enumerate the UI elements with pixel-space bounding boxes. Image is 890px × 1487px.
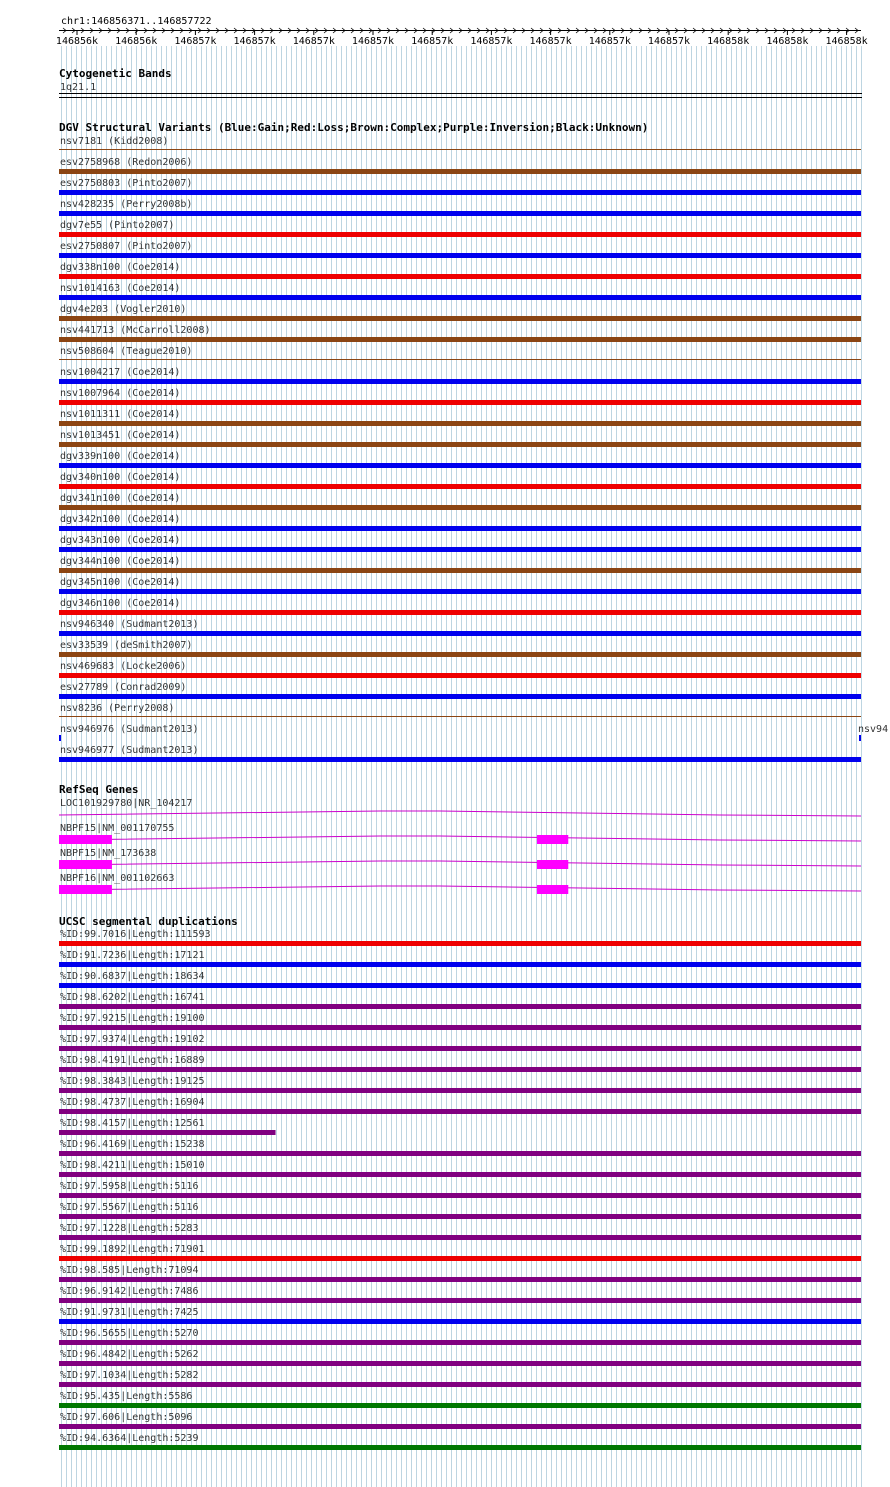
ruler-tick-label: 146856k: [115, 36, 158, 47]
gene-intron-line: [59, 836, 861, 841]
dgv-feature-label: esv2750803 (Pinto2007): [60, 178, 193, 189]
dgv-feature-bar: [59, 484, 861, 489]
dgv-feature-label: dgv345n100 (Coe2014): [60, 577, 181, 588]
dgv-feature-label: nsv1013451 (Coe2014): [60, 430, 181, 441]
dgv-feature-bar: [59, 547, 861, 552]
dgv-feature-label: dgv7e55 (Pinto2007): [60, 220, 175, 231]
segdup-feature-label: %ID:97.606|Length:5096: [60, 1412, 193, 1423]
cytoband-label: 1q21.1: [60, 82, 97, 93]
dgv-feature-bar: [59, 631, 861, 636]
dgv-overflow-label: nsv94: [858, 724, 889, 735]
gene-label: NBPF16|NM_001102663: [60, 873, 175, 884]
segdup-track-title: UCSC segmental duplications: [59, 915, 238, 928]
dgv-feature-label: nsv1007964 (Coe2014): [60, 388, 181, 399]
segdup-feature-label: %ID:98.3843|Length:19125: [60, 1076, 205, 1087]
segdup-feature-bar: [59, 962, 861, 967]
segdup-feature-label: %ID:98.4157|Length:12561: [60, 1118, 205, 1129]
dgv-feature-label: nsv946340 (Sudmant2013): [60, 619, 199, 630]
segdup-track: [59, 915, 861, 1450]
segdup-feature-bar: [59, 1067, 861, 1072]
dgv-feature-bar: [59, 421, 861, 426]
dgv-feature-bar: [59, 400, 861, 405]
segdup-feature-bar: [59, 1235, 861, 1240]
segdup-feature-bar: [59, 1193, 861, 1198]
segdup-feature-label: %ID:91.9731|Length:7425: [60, 1307, 199, 1318]
segdup-feature-bar: [59, 1172, 861, 1177]
dgv-feature-bar: [59, 463, 861, 468]
dgv-feature-label: nsv508604 (Teague2010): [60, 346, 193, 357]
segdup-feature-label: %ID:99.1892|Length:71901: [60, 1244, 205, 1255]
dgv-feature-label: dgv343n100 (Coe2014): [60, 535, 181, 546]
dgv-feature-bar: [59, 232, 861, 237]
segdup-feature-bar: [59, 1298, 861, 1303]
ruler-tick-label: 146858k: [766, 36, 809, 47]
dgv-feature-label: dgv344n100 (Coe2014): [60, 556, 181, 567]
segdup-feature-label: %ID:90.6837|Length:18634: [60, 971, 205, 982]
segdup-feature-label: %ID:98.6202|Length:16741: [60, 992, 205, 1003]
dgv-feature-bar: [859, 735, 861, 741]
segdup-feature-bar: [59, 1214, 861, 1219]
ruler-tick-label: 146857k: [292, 36, 335, 47]
dgv-feature-label: esv33539 (deSmith2007): [60, 640, 193, 651]
segdup-feature-label: %ID:98.4211|Length:15010: [60, 1160, 205, 1171]
dgv-feature-label: nsv1004217 (Coe2014): [60, 367, 181, 378]
gene-label: LOC101929780|NR_104217: [60, 798, 193, 809]
ruler-tick-label: 146857k: [233, 36, 276, 47]
dgv-feature-label: dgv4e203 (Vogler2010): [60, 304, 187, 315]
dgv-feature-bar: [59, 190, 861, 195]
segdup-feature-label: %ID:91.7236|Length:17121: [60, 950, 205, 961]
refseq-track: [59, 783, 861, 894]
dgv-feature-label: nsv946976 (Sudmant2013): [60, 724, 199, 735]
location-label: chr1:146856371..146857722: [61, 16, 212, 27]
gene-exon: [59, 860, 112, 869]
segdup-feature-label: %ID:99.7016|Length:111593: [60, 929, 211, 940]
segdup-feature-label: %ID:97.5958|Length:5116: [60, 1181, 199, 1192]
dgv-feature-bar: [59, 442, 861, 447]
dgv-feature-label: dgv346n100 (Coe2014): [60, 598, 181, 609]
segdup-feature-bar: [59, 1445, 861, 1450]
segdup-feature-label: %ID:98.4737|Length:16904: [60, 1097, 205, 1108]
ruler-tick-label: 146856k: [55, 36, 99, 47]
ruler-tick-label: 146857k: [470, 36, 513, 47]
segdup-feature-bar: [59, 941, 861, 946]
segdup-feature-label: %ID:97.9374|Length:19102: [60, 1034, 205, 1045]
gene-label: NBPF15|NM_001170755: [60, 823, 175, 834]
dgv-feature-label: esv27789 (Conrad2009): [60, 682, 187, 693]
gene-intron-line: [59, 886, 861, 891]
segdup-feature-label: %ID:94.6364|Length:5239: [60, 1433, 199, 1444]
cytoband-line: [59, 97, 862, 98]
dgv-feature-label: nsv1014163 (Coe2014): [60, 283, 181, 294]
dgv-feature-label: dgv339n100 (Coe2014): [60, 451, 181, 462]
dgv-feature-bar: [59, 673, 861, 678]
dgv-feature-bar: [59, 694, 861, 699]
dgv-feature-label: nsv428235 (Perry2008b): [60, 199, 193, 210]
dgv-feature-bar: [59, 716, 861, 717]
dgv-feature-label: dgv342n100 (Coe2014): [60, 514, 181, 525]
ruler-tick-label: 146857k: [647, 36, 691, 47]
dgv-feature-label: nsv441713 (McCarroll2008): [60, 325, 211, 336]
dgv-feature-label: dgv338n100 (Coe2014): [60, 262, 181, 273]
dgv-feature-label: dgv340n100 (Coe2014): [60, 472, 181, 483]
dgv-feature-label: nsv1011311 (Coe2014): [60, 409, 181, 420]
dgv-feature-bar: [59, 610, 861, 615]
dgv-feature-bar: [59, 149, 861, 150]
dgv-feature-bar: [59, 505, 861, 510]
dgv-feature-label: nsv469683 (Locke2006): [60, 661, 187, 672]
dgv-feature-bar: [59, 169, 861, 174]
ruler-tick-label: 146858k: [707, 36, 750, 47]
segdup-feature-label: %ID:96.5655|Length:5270: [60, 1328, 199, 1339]
segdup-feature-label: %ID:97.1228|Length:5283: [60, 1223, 199, 1234]
gene-exon: [537, 885, 568, 894]
dgv-feature-bar: [59, 359, 861, 360]
dgv-feature-bar: [59, 274, 861, 279]
segdup-feature-bar: [59, 1424, 861, 1429]
segdup-feature-bar: [59, 1340, 861, 1345]
gene-exon: [537, 835, 568, 844]
segdup-feature-label: %ID:96.4842|Length:5262: [60, 1349, 199, 1360]
segdup-feature-bar: [59, 1256, 861, 1261]
ruler-tick-label: 146858k: [825, 36, 868, 47]
segdup-feature-label: %ID:97.5567|Length:5116: [60, 1202, 199, 1213]
gene-intron-line: [59, 811, 861, 816]
segdup-feature-bar: [59, 1109, 861, 1114]
dgv-feature-label: nsv946977 (Sudmant2013): [60, 745, 199, 756]
dgv-feature-bar: [59, 568, 861, 573]
segdup-feature-bar: [59, 1088, 861, 1093]
segdup-feature-bar: [59, 1151, 861, 1156]
segdup-feature-label: %ID:98.4191|Length:16889: [60, 1055, 205, 1066]
dgv-track-title: DGV Structural Variants (Blue:Gain;Red:Loss;Brown:Complex;Purple:Inversion;Black:Unknown): [59, 121, 649, 134]
dgv-feature-label: dgv341n100 (Coe2014): [60, 493, 181, 504]
segdup-feature-bar: [59, 1046, 861, 1051]
dgv-feature-bar: [59, 211, 861, 216]
segdup-feature-label: %ID:96.4169|Length:15238: [60, 1139, 205, 1150]
dgv-feature-bar: [59, 735, 61, 741]
ruler-tick-label: 146857k: [411, 36, 454, 47]
dgv-feature-label: esv2750807 (Pinto2007): [60, 241, 193, 252]
segdup-feature-bar: [59, 1319, 861, 1324]
segdup-feature-bar: [59, 1361, 861, 1366]
segdup-feature-label: %ID:97.9215|Length:19100: [60, 1013, 205, 1024]
dgv-feature-bar: [59, 589, 861, 594]
gene-exon: [59, 835, 112, 844]
ruler-tick-label: 146857k: [174, 36, 217, 47]
segdup-feature-bar: [59, 1004, 861, 1009]
segdup-feature-bar: [59, 1277, 861, 1282]
segdup-feature-label: %ID:98.585|Length:71094: [60, 1265, 199, 1276]
gene-exon: [59, 885, 112, 894]
segdup-feature-bar: [59, 1403, 861, 1408]
ruler-tick-label: 146857k: [529, 36, 572, 47]
dgv-feature-label: esv2758968 (Redon2006): [60, 157, 193, 168]
segdup-feature-label: %ID:95.435|Length:5586: [60, 1391, 193, 1402]
ruler-tick-label: 146857k: [351, 36, 395, 47]
ruler-tick-label: 146857k: [588, 36, 631, 47]
dgv-feature-bar: [59, 526, 861, 531]
segdup-feature-bar: [59, 1025, 861, 1030]
refseq-track-title: RefSeq Genes: [59, 783, 139, 796]
cytoband-line: [59, 93, 862, 94]
cytoband-track-title: Cytogenetic Bands: [59, 67, 172, 80]
ruler: [56, 16, 868, 47]
segdup-feature-label: %ID:96.9142|Length:7486: [60, 1286, 199, 1297]
gene-intron-line: [59, 861, 861, 866]
dgv-track: [59, 121, 888, 762]
segdup-feature-bar: [59, 1382, 861, 1387]
gene-exon: [537, 860, 568, 869]
dgv-feature-bar: [59, 379, 861, 384]
dgv-feature-bar: [59, 253, 861, 258]
gene-label: NBPF15|NM_173638: [60, 848, 157, 859]
segdup-feature-bar: [59, 983, 861, 988]
dgv-feature-bar: [59, 316, 861, 321]
dgv-feature-bar: [59, 757, 861, 762]
dgv-feature-bar: [59, 337, 861, 342]
dgv-feature-label: nsv7181 (Kidd2008): [60, 136, 169, 147]
segdup-feature-label: %ID:97.1034|Length:5282: [60, 1370, 199, 1381]
dgv-feature-label: nsv8236 (Perry2008): [60, 703, 175, 714]
dgv-feature-bar: [59, 295, 861, 300]
dgv-feature-bar: [59, 652, 861, 657]
segdup-feature-bar: [59, 1130, 276, 1135]
